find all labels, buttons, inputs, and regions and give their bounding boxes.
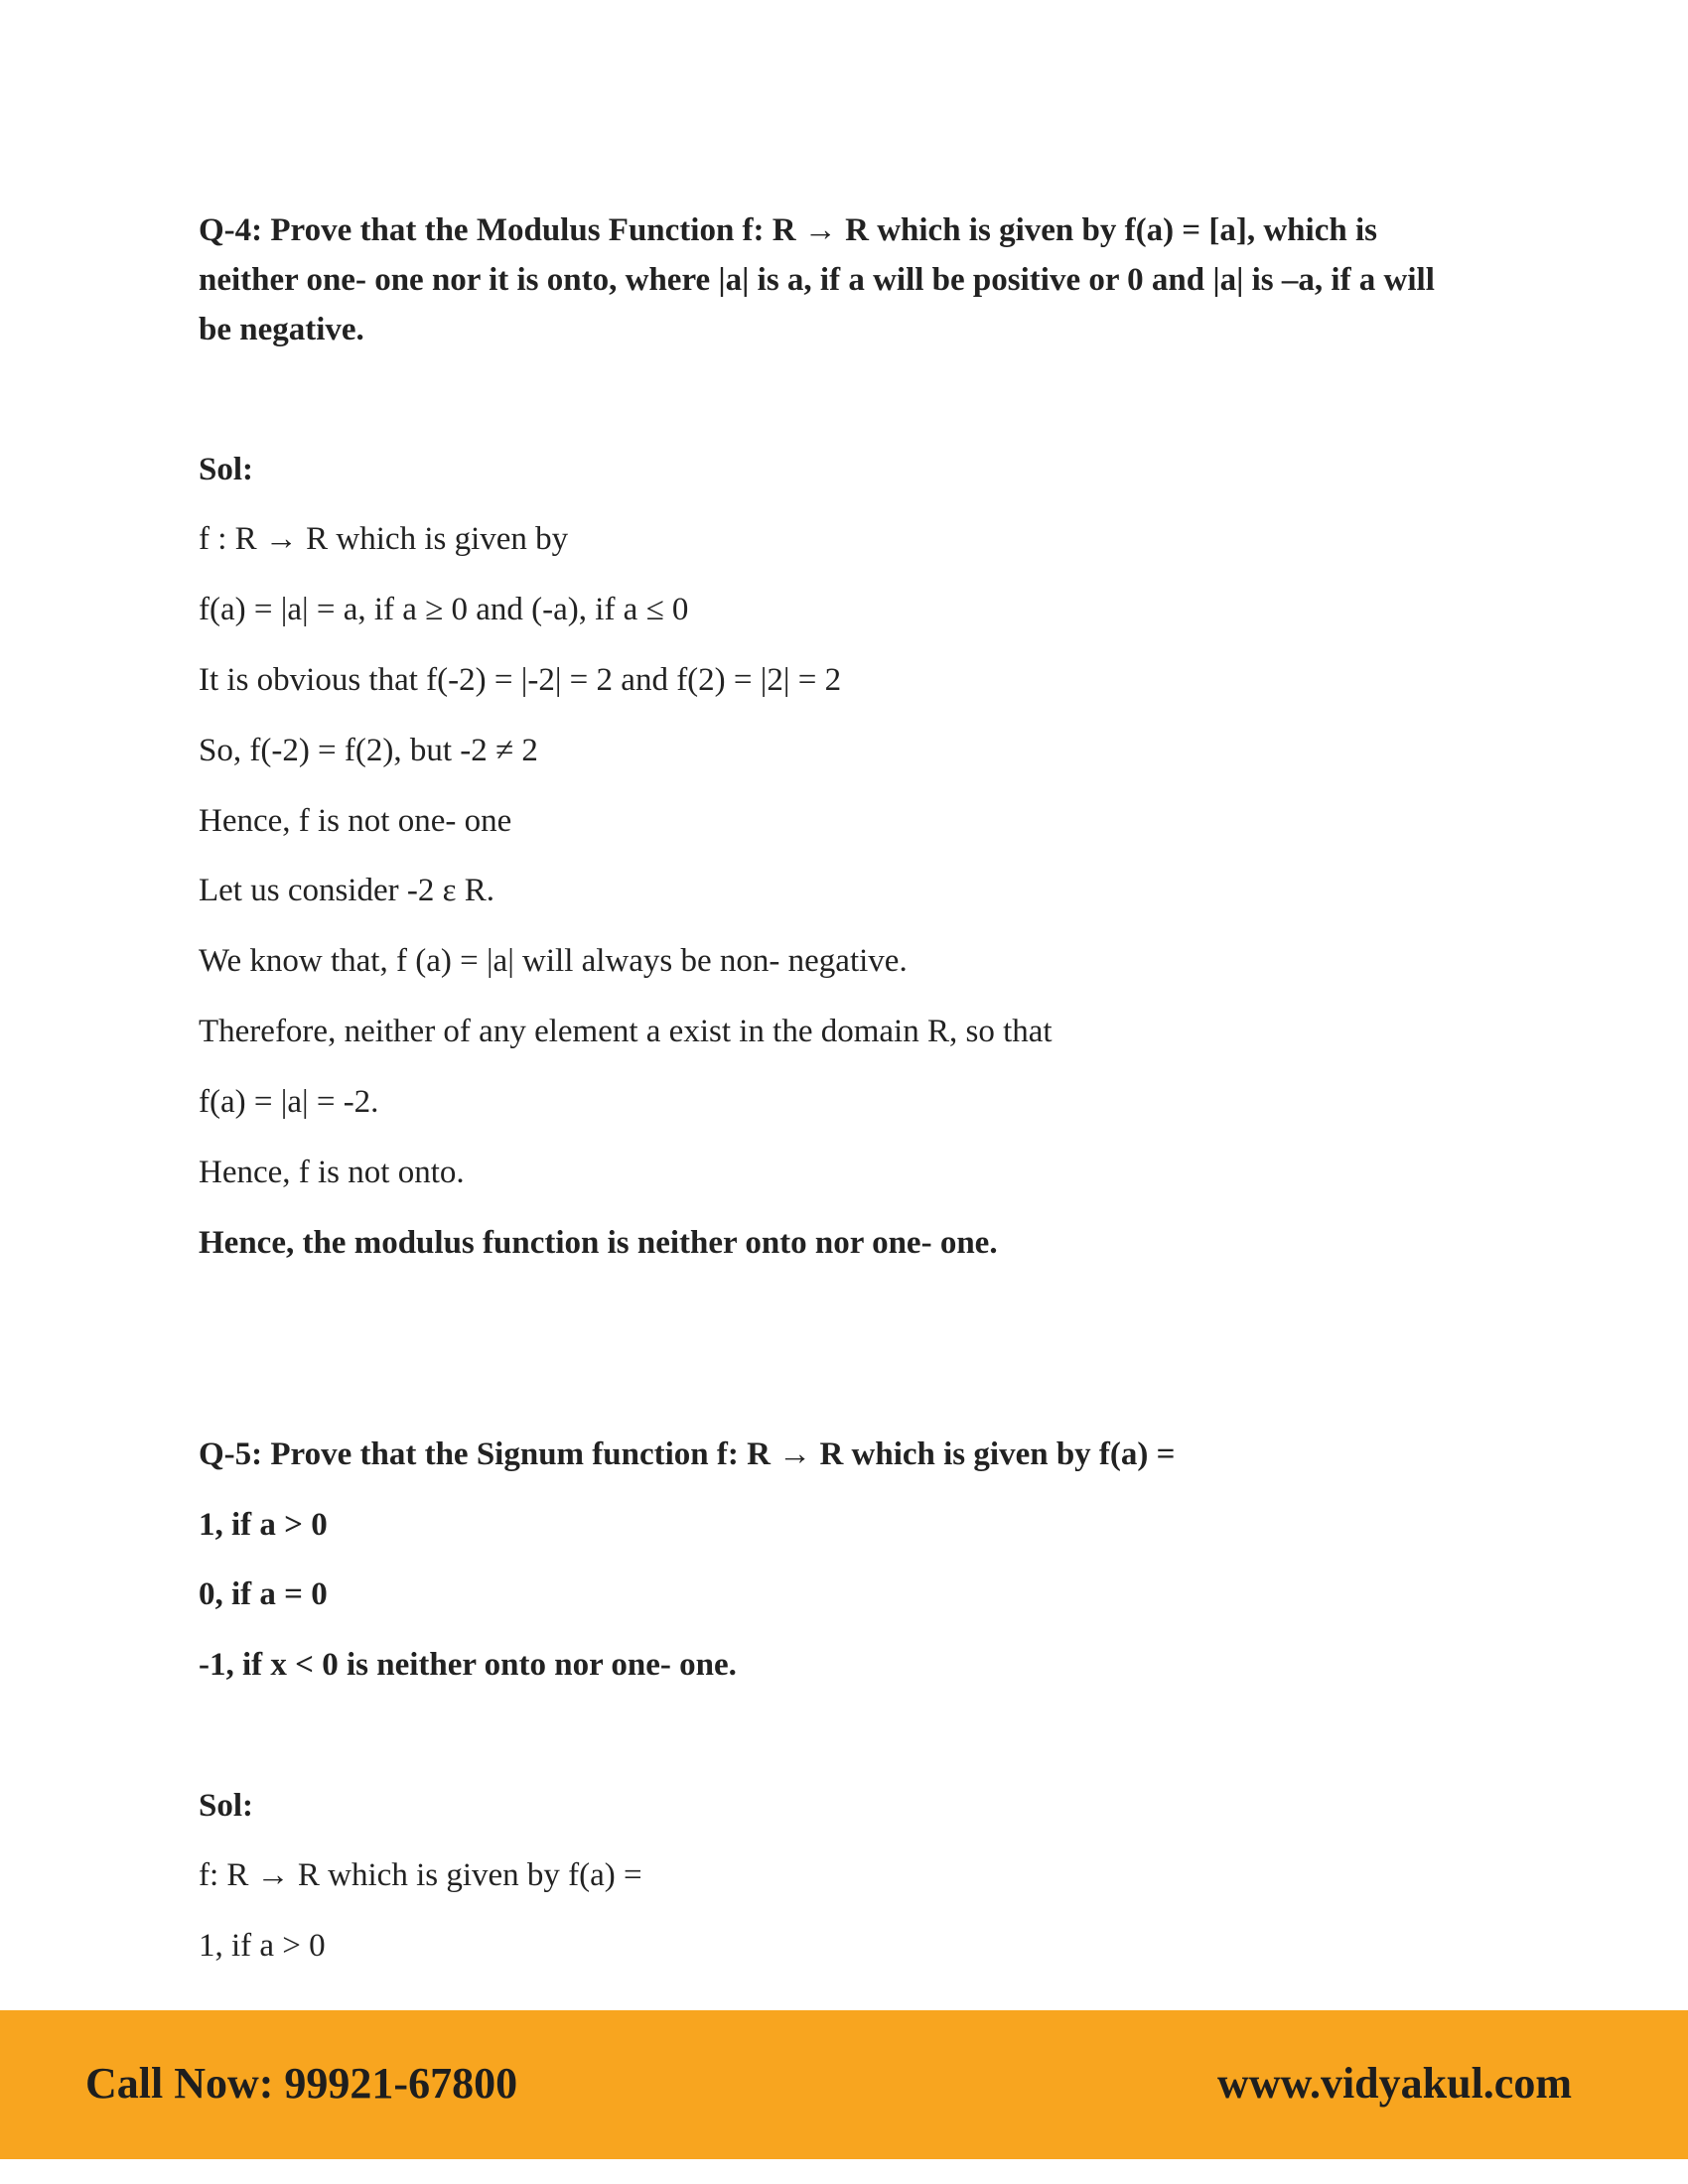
q4-solution-line: Hence, f is not onto. [199,1155,465,1190]
footer-banner [0,2010,1688,2159]
q5-question-line: -1, if x < 0 is neither onto nor one- one. [199,1647,737,1683]
q4-solution-line: So, f(-2) = f(2), but -2 ≠ 2 [199,733,538,768]
q4-solution-line: We know that, f (a) = |a| will always be non- negative. [199,943,908,979]
page-bottom-margin [0,2159,1688,2184]
q4-sol-label: Sol: [199,452,254,487]
q4-solution-line: f(a) = |a| = a, if a ≥ 0 and (-a), if a ≤ 0 [199,592,689,627]
q4-question-line: Q-4: Prove that the Modulus Function f: R → R which is given by f(a) = [a], which is [199,212,1377,248]
q5-solution-line: f: R → R which is given by f(a) = [199,1857,642,1893]
q5-solution-line: 1, if a > 0 [199,1928,326,1964]
q4-conclusion: Hence, the modulus function is neither onto nor one- one. [199,1225,998,1261]
q4-question [199,205,1479,354]
q4-solution-line: f : R → R which is given by [199,521,569,557]
q5-question-line: 1, if a > 0 [199,1507,328,1543]
q4-question-line: neither one- one nor it is onto, where |a| is a, if a will be positive or 0 and |a| is –a, if a will [199,262,1435,298]
website-link[interactable]: www.vidyakul.com [1217,2059,1572,2108]
q5-sol-label: Sol: [199,1788,254,1824]
q4-solution-line: Let us consider -2 ε R. [199,873,494,908]
q5-question-line: 0, if a = 0 [199,1576,328,1612]
q4-question-line: be negative. [199,312,364,347]
q4-solution-line: Therefore, neither of any element a exist in the domain R, so that [199,1014,1053,1049]
call-now-text: Call Now: 99921-67800 [85,2059,518,2108]
q5-question-line: Q-5: Prove that the Signum function f: R → R which is given by f(a) = [199,1436,1176,1472]
q4-solution-line: It is obvious that f(-2) = |-2| = 2 and f(2) = |2| = 2 [199,662,842,698]
q4-solution-line: f(a) = |a| = -2. [199,1084,379,1120]
q4-solution-line: Hence, f is not one- one [199,803,512,839]
